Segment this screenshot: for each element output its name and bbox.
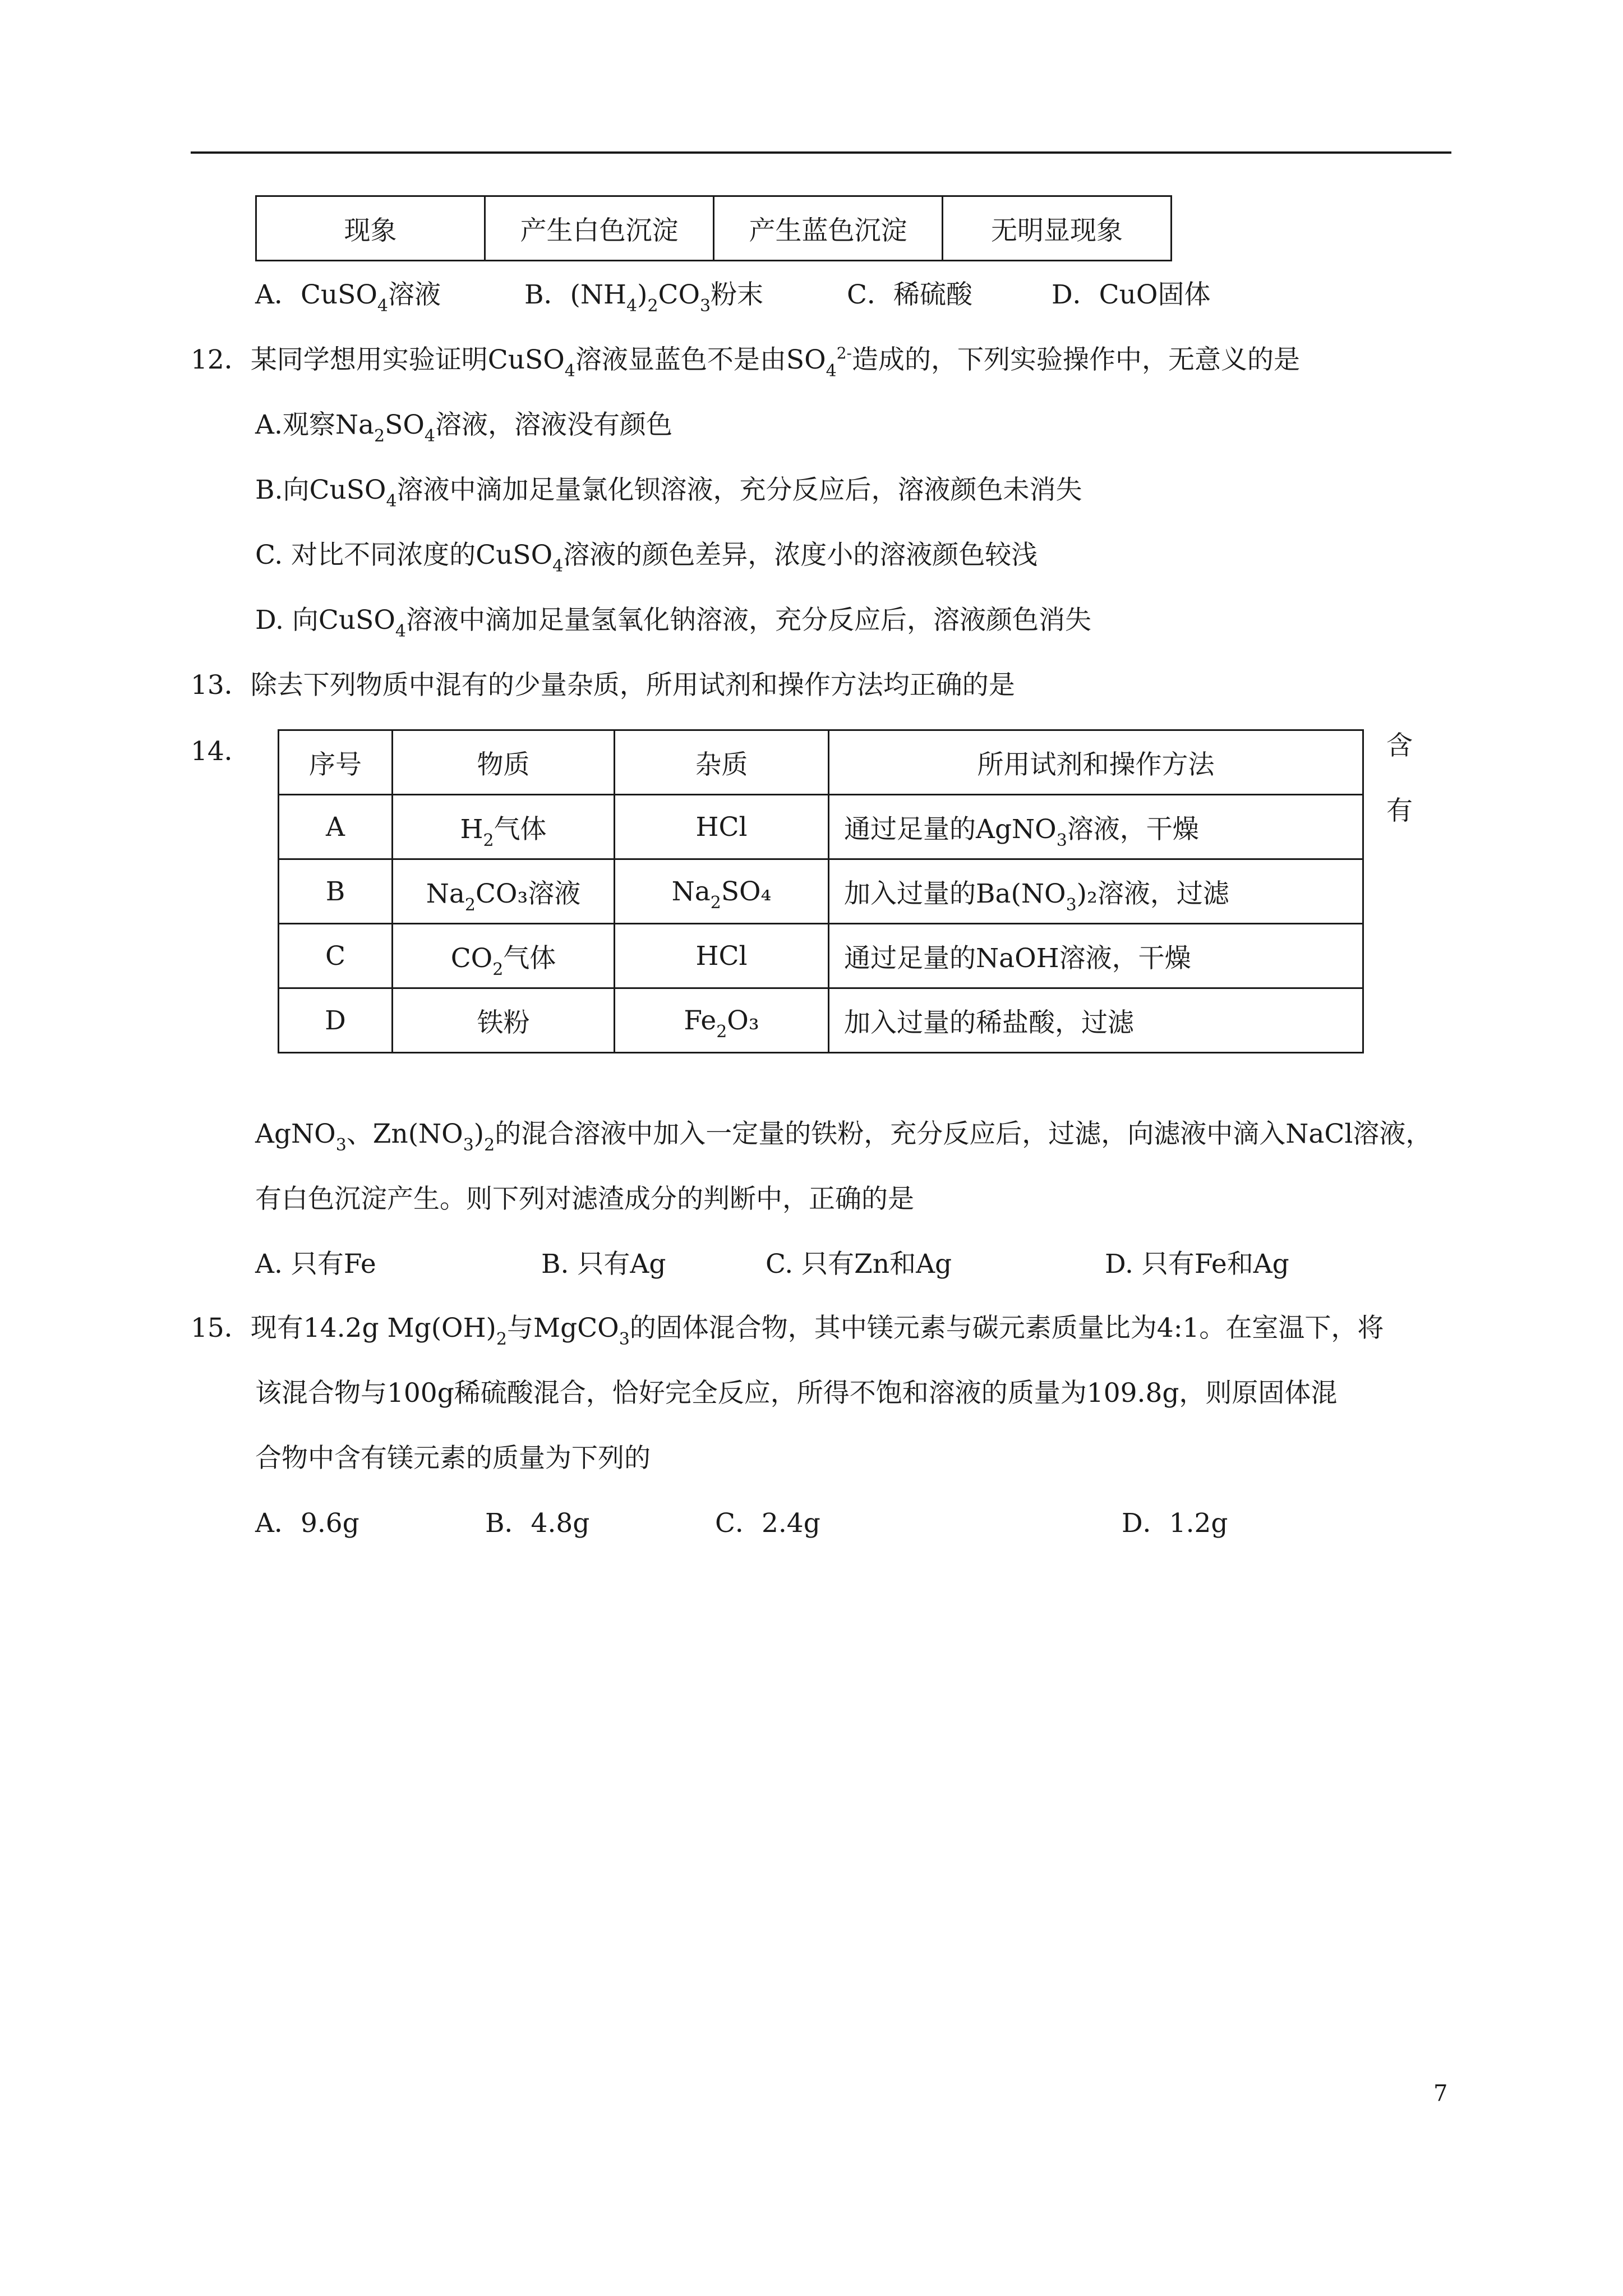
table-cell: 通过足量的NaOH溶液，干燥	[829, 924, 1363, 988]
table-header-row	[279, 730, 1363, 795]
table-cell: $Na_2SO_4$	[615, 859, 829, 924]
side-char: 有	[1386, 795, 1413, 826]
q14-option-d: D. 只有Fe和Ag	[1105, 1249, 1289, 1280]
q12-option-d: D. 向CuSO$_4$溶液中滴加足量氢氧化钠溶液，充分反应后，溶液颜色消失	[255, 605, 1091, 641]
question-number: 14．	[191, 736, 251, 767]
table-cell: 加入过量的$Ba(NO_3)_2$溶液，过滤	[829, 859, 1363, 924]
table-cell: 产生白色沉淀	[485, 196, 714, 261]
table-row	[279, 795, 1363, 859]
q15-option-b: B．4.8g	[485, 1508, 590, 1539]
table-row	[256, 196, 1172, 261]
impurity-table	[278, 729, 1364, 1053]
table-row	[279, 924, 1363, 988]
question-number: 13．	[191, 670, 251, 701]
side-char: 含	[1386, 730, 1413, 761]
q15-line-3: 合物中含有镁元素的质量为下列的	[255, 1443, 651, 1474]
q12-stem: 12．某同学想用实验证明CuSO$_4$溶液显蓝色不是由$SO_4^{2-}$造成的，下列实验操作中，无意义的是	[191, 344, 1300, 381]
q15-line-1: 15．现有14.2g $Mg(OH)_2$与MgCO$_3$的固体混合物，其中镁元素与碳元素质量比为4:1。在室温下，将	[191, 1313, 1384, 1349]
table-cell: B	[279, 859, 393, 924]
table-cell: HCl	[615, 795, 829, 859]
table-cell: $Fe_2O_3$	[615, 988, 829, 1053]
q15-option-d: D．1.2g	[1122, 1508, 1228, 1539]
question-number: 12．	[191, 344, 251, 375]
header-cell: 物质	[393, 730, 615, 795]
table-cell: 产生蓝色沉淀	[714, 196, 943, 261]
table-cell: HCl	[615, 924, 829, 988]
q12-option-a: A.观察$Na_2SO_4$溶液，溶液没有颜色	[255, 409, 672, 446]
table-cell: $Na_2CO_3$溶液	[393, 859, 615, 924]
q12-option-c: C. 对比不同浓度的CuSO$_4$溶液的颜色差异，浓度小的溶液颜色较浅	[255, 540, 1038, 576]
phenomenon-table	[255, 195, 1172, 261]
q12-option-b: B.向CuSO$_4$溶液中滴加足量氯化钡溶液，充分反应后，溶液颜色未消失	[255, 475, 1082, 511]
q14-option-a: A. 只有Fe	[255, 1249, 376, 1280]
q13-stem: 13．除去下列物质中混有的少量杂质，所用试剂和操作方法均正确的是	[191, 670, 1015, 701]
q11-option-a: A．CuSO$_4$溶液	[255, 279, 441, 316]
q14-line-2: 有白色沉淀产生。则下列对滤渣成分的判断中，正确的是	[255, 1184, 914, 1214]
table-cell: C	[279, 924, 393, 988]
question-number: 15．	[191, 1313, 251, 1343]
table-cell: 铁粉	[393, 988, 615, 1053]
table-cell: D	[279, 988, 393, 1053]
q11-option-b: B．$(NH_4)_2CO_3$粉末	[524, 279, 764, 316]
table-cell: $H_2$气体	[393, 795, 615, 859]
table-cell: 无明显现象	[943, 196, 1172, 261]
q11-option-d: D．CuO固体	[1052, 279, 1211, 310]
table-row	[279, 988, 1363, 1053]
q14-option-c: C. 只有Zn和Ag	[766, 1249, 952, 1280]
q14-line-1: AgNO$_3$、$Zn(NO_3)_2$的混合溶液中加入一定量的铁粉，充分反应后，过滤，向滤液中滴入NaCl溶液，	[255, 1119, 1432, 1155]
table-cell: 通过足量的AgNO$_3$溶液，干燥	[829, 795, 1363, 859]
q11-option-c: C．稀硫酸	[847, 279, 972, 310]
q14-option-b: B. 只有Ag	[541, 1249, 666, 1280]
header-rule	[191, 151, 1451, 154]
header-cell: 所用试剂和操作方法	[829, 730, 1363, 795]
page-number: 7	[1433, 2081, 1448, 2106]
header-cell: 杂质	[615, 730, 829, 795]
header-cell: 序号	[279, 730, 393, 795]
table-cell: 现象	[256, 196, 485, 261]
table-row	[279, 859, 1363, 924]
q15-line-2: 该混合物与100g稀硫酸混合，恰好完全反应，所得不饱和溶液的质量为109.8g，则原固体混	[255, 1378, 1338, 1409]
q15-option-c: C．2.4g	[715, 1508, 820, 1539]
q15-option-a: A．9.6g	[255, 1508, 359, 1539]
table-cell: 加入过量的稀盐酸，过滤	[829, 988, 1363, 1053]
table-cell: $CO_2$气体	[393, 924, 615, 988]
table-cell: A	[279, 795, 393, 859]
